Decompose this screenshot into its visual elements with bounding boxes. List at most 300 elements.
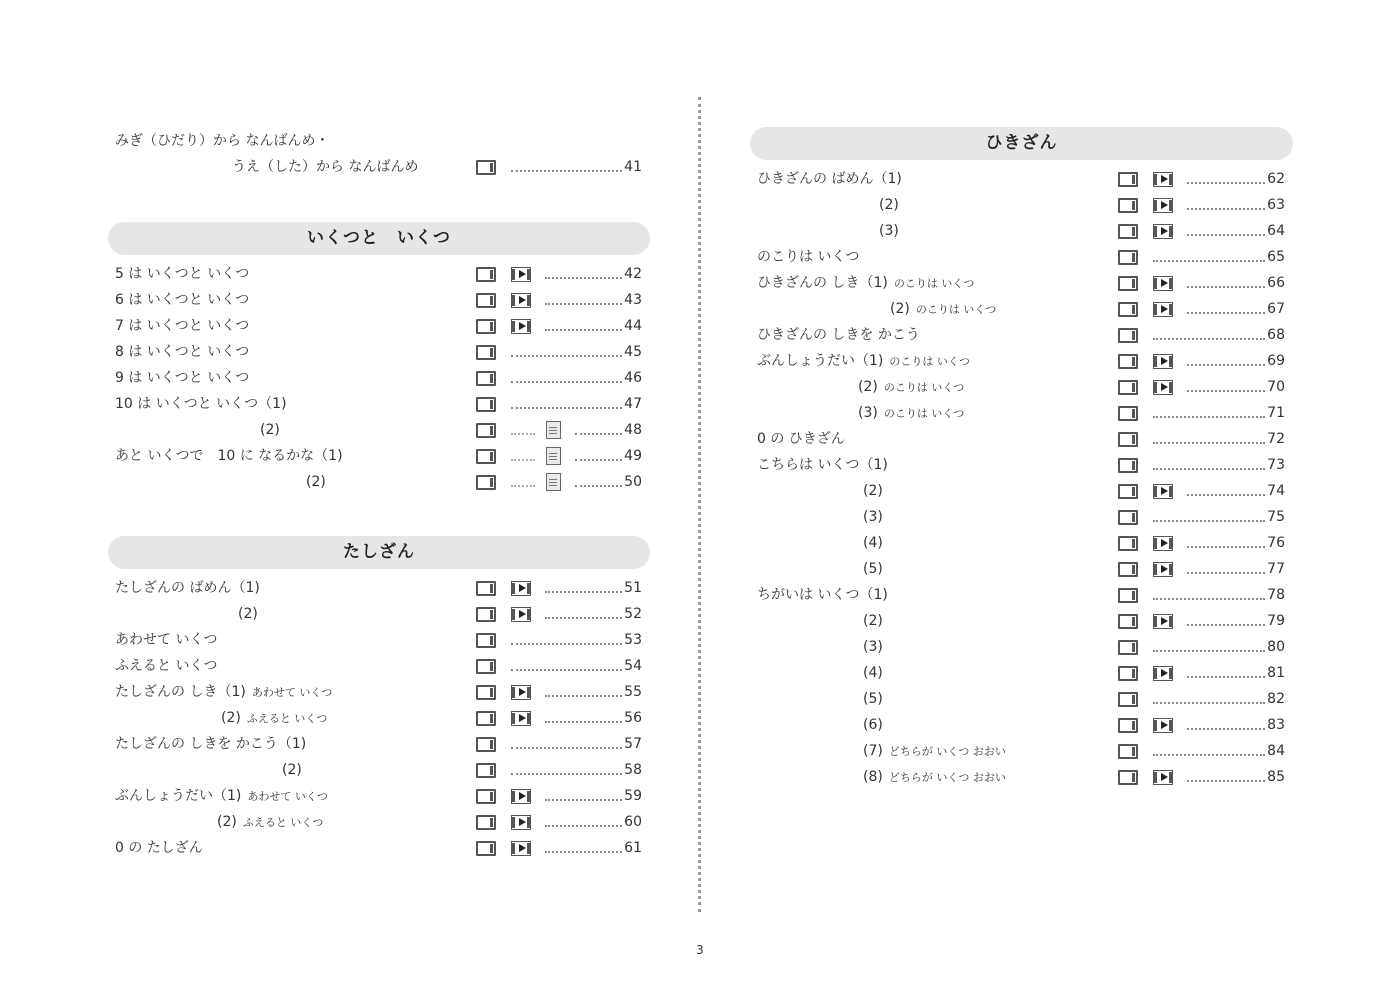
leader-dots	[1153, 754, 1265, 756]
screen-icon	[476, 659, 496, 674]
page-number: 45	[624, 344, 642, 360]
entry-label	[260, 417, 280, 443]
toc-entry[interactable]	[750, 504, 1293, 530]
worksheet-icon[interactable]	[546, 421, 561, 439]
video-icon[interactable]	[511, 815, 531, 830]
screen-icon	[1118, 770, 1138, 785]
video-icon[interactable]	[1153, 172, 1173, 187]
entry-label	[115, 339, 249, 365]
leader-dots	[1153, 468, 1265, 470]
toc-entry[interactable]	[750, 218, 1293, 244]
entry-title: (2)	[863, 613, 883, 629]
leader-dots	[1187, 624, 1265, 626]
toc-entry[interactable]	[108, 679, 650, 705]
entry-label	[115, 313, 249, 339]
page-number: 56	[624, 710, 642, 726]
screen-icon	[1118, 250, 1138, 265]
screen-icon	[476, 449, 496, 464]
entry-label	[115, 391, 287, 417]
entry-title: たしざんの しき（1)	[115, 684, 246, 700]
screen-icon	[1118, 510, 1138, 525]
toc-entry[interactable]	[108, 469, 650, 495]
page-number: 67	[1267, 301, 1285, 317]
video-icon[interactable]	[1153, 770, 1173, 785]
page-number: 43	[624, 292, 642, 308]
entry-label	[863, 504, 883, 530]
toc-list	[108, 261, 650, 495]
toc-entry[interactable]	[750, 478, 1293, 504]
page-number: 80	[1267, 639, 1285, 655]
intro-line1: みぎ（ひだり）から なんばんめ・	[115, 133, 330, 149]
entry-subtitle: あわせて いくつ	[251, 686, 333, 699]
toc-entry[interactable]	[750, 322, 1293, 348]
entry-title: (3)	[858, 405, 878, 421]
leader-dots	[511, 643, 622, 645]
entry-title: (2)	[238, 606, 258, 622]
entry-label	[221, 705, 327, 732]
section-hikizan	[750, 127, 1293, 790]
page-number: 62	[1267, 171, 1285, 187]
leader-dots	[511, 407, 622, 409]
toc-entry[interactable]	[750, 556, 1293, 582]
toc-entry[interactable]	[108, 627, 650, 653]
entry-subtitle: のこりは いくつ	[883, 407, 965, 420]
entry-title: 7 は いくつと いくつ	[115, 318, 250, 334]
entry-title: ひきざんの しき（1)	[757, 275, 888, 291]
leader-dots	[511, 170, 622, 172]
entry-title: (3)	[863, 509, 883, 525]
section-title: ひきざん	[750, 127, 1293, 160]
screen-icon	[1118, 614, 1138, 629]
entry-label	[115, 261, 249, 287]
entry-subtitle: のこりは いくつ	[889, 355, 970, 368]
screen-icon	[1118, 302, 1138, 317]
page-number: 46	[624, 370, 642, 386]
leader-dots	[511, 773, 622, 775]
screen-icon	[1118, 432, 1138, 447]
page-number: 58	[624, 762, 642, 778]
toc-entry[interactable]	[750, 192, 1293, 218]
right-column	[750, 127, 1293, 790]
toc-list	[750, 166, 1293, 790]
toc-entry[interactable]	[750, 608, 1293, 634]
screen-icon	[1118, 172, 1138, 187]
entry-subtitle: のこりは いくつ	[883, 381, 965, 394]
video-icon[interactable]	[1153, 380, 1173, 395]
entry-subtitle: どちらが いくつ おおい	[888, 745, 1006, 758]
toc-entry[interactable]	[750, 244, 1293, 270]
entry-title: (6)	[863, 717, 883, 733]
screen-icon	[1118, 458, 1138, 473]
screen-icon	[476, 581, 496, 596]
entry-title: ぶんしょうだい（1)	[757, 353, 884, 369]
entry-title: 10 は いくつと いくつ（1)	[115, 396, 287, 412]
leader-dots	[545, 617, 622, 619]
leader-dots	[1153, 702, 1265, 704]
intro-line2: うえ（した）から なんばんめ	[232, 159, 419, 175]
screen-icon	[476, 423, 496, 438]
leader-dots	[545, 799, 622, 801]
toc-entry[interactable]	[108, 653, 650, 679]
toc-entry[interactable]	[108, 313, 650, 339]
entry-title: ぶんしょうだい（1)	[115, 788, 242, 804]
leader-dots	[1187, 208, 1265, 210]
page-number: 76	[1267, 535, 1285, 551]
screen-icon	[1118, 536, 1138, 551]
entry-title: (2)	[306, 474, 326, 490]
entry-title: 5 は いくつと いくつ	[115, 266, 250, 282]
screen-icon	[476, 633, 496, 648]
screen-icon	[1118, 406, 1138, 421]
toc-entry[interactable]	[750, 166, 1293, 192]
entry-title: (2)	[879, 197, 899, 213]
screen-icon	[476, 607, 496, 622]
section-title: いくつと いくつ	[108, 222, 650, 255]
video-icon[interactable]	[1153, 276, 1173, 291]
page-number: 85	[1267, 769, 1285, 785]
page-number: 63	[1267, 197, 1285, 213]
leader-dots	[1187, 286, 1265, 288]
entry-subtitle: どちらが いくつ おおい	[888, 771, 1006, 784]
toc-entry[interactable]	[750, 452, 1293, 478]
leader-dots	[545, 277, 622, 279]
entry-title: たしざんの ばめん（1)	[115, 580, 260, 596]
screen-icon	[1118, 198, 1138, 213]
screen-icon	[1118, 354, 1138, 369]
intro-entry[interactable]	[108, 128, 650, 180]
toc-entry[interactable]	[108, 705, 650, 731]
toc-entry[interactable]	[108, 417, 650, 443]
entry-title: ひきざんの ばめん（1)	[757, 171, 902, 187]
page-number: 53	[624, 632, 642, 648]
entry-title: (2)	[890, 301, 910, 317]
toc-entry[interactable]	[108, 809, 650, 835]
screen-icon	[1118, 744, 1138, 759]
entry-label	[115, 627, 217, 653]
screen-icon	[1118, 328, 1138, 343]
leader-dots	[575, 433, 622, 435]
entry-title: (5)	[863, 561, 883, 577]
entry-title: (4)	[863, 535, 883, 551]
page-number: 71	[1267, 405, 1285, 421]
screen-icon	[1118, 692, 1138, 707]
toc-entry[interactable]	[108, 783, 650, 809]
entry-title: ひきざんの しきを かこう	[757, 327, 920, 343]
screen-icon	[1118, 666, 1138, 681]
page-number: 77	[1267, 561, 1285, 577]
leader-dots	[545, 825, 622, 827]
screen-icon	[476, 319, 496, 334]
leader-dots	[1153, 598, 1265, 600]
toc-entry[interactable]	[108, 443, 650, 469]
entry-title: のこりは いくつ	[757, 249, 860, 265]
page-number: 60	[624, 814, 642, 830]
screen-icon	[476, 267, 496, 282]
screen-icon	[1118, 562, 1138, 577]
video-icon[interactable]	[1153, 562, 1173, 577]
entry-title: ちがいは いくつ（1)	[757, 587, 888, 603]
entry-label	[890, 296, 996, 323]
screen-icon	[1118, 380, 1138, 395]
toc-entry[interactable]	[108, 391, 650, 417]
entry-title: 9 は いくつと いくつ	[115, 370, 250, 386]
leader-dots	[545, 591, 622, 593]
entry-label	[863, 608, 883, 634]
leader-dots	[575, 485, 622, 487]
entry-label	[858, 400, 964, 427]
screen-icon	[476, 841, 496, 856]
leader-dots	[1187, 312, 1265, 314]
entry-label	[757, 452, 888, 478]
toc-entry[interactable]	[108, 339, 650, 365]
leader-dots	[545, 695, 622, 697]
video-icon[interactable]	[1153, 614, 1173, 629]
screen-icon	[476, 789, 496, 804]
entry-title: (7)	[863, 743, 883, 759]
toc-entry[interactable]	[750, 400, 1293, 426]
entry-label	[863, 530, 883, 556]
page-number: 48	[624, 422, 642, 438]
toc-entry[interactable]	[750, 296, 1293, 322]
leader-dots	[511, 381, 622, 383]
leader-dots	[1187, 676, 1265, 678]
page-number: 59	[624, 788, 642, 804]
leader-dots	[1187, 780, 1265, 782]
toc-entry[interactable]	[108, 757, 650, 783]
entry-label	[115, 443, 343, 469]
toc-entry[interactable]	[108, 731, 650, 757]
screen-icon	[1118, 718, 1138, 733]
toc-entry[interactable]	[750, 712, 1293, 738]
entry-title: (5)	[863, 691, 883, 707]
entry-title: 0 の ひきざん	[757, 431, 845, 447]
entry-label	[282, 757, 302, 783]
leader-dots	[1187, 572, 1265, 574]
page-number: 73	[1267, 457, 1285, 473]
leader-dots	[1153, 650, 1265, 652]
section-title: たしざん	[108, 536, 650, 569]
video-icon[interactable]	[511, 293, 531, 308]
entry-label	[757, 582, 888, 608]
page-number: 49	[624, 448, 642, 464]
entry-label	[863, 634, 883, 660]
screen-icon	[1118, 588, 1138, 603]
page-number: 84	[1267, 743, 1285, 759]
screen-icon	[1118, 640, 1138, 655]
screen-icon	[476, 737, 496, 752]
entry-title: たしざんの しきを かこう（1)	[115, 736, 307, 752]
entry-title: (8)	[863, 769, 883, 785]
entry-label	[863, 478, 883, 504]
entry-label	[863, 556, 883, 582]
video-icon[interactable]	[1153, 198, 1173, 213]
entry-label	[757, 166, 902, 192]
page-number: 61	[624, 840, 642, 856]
page-number: 52	[624, 606, 642, 622]
leader-dots	[575, 459, 622, 461]
screen-icon	[1118, 484, 1138, 499]
entry-title: 0 の たしざん	[115, 840, 203, 856]
entry-label	[757, 426, 845, 452]
page-number: 78	[1267, 587, 1285, 603]
entry-title: あわせて いくつ	[115, 632, 218, 648]
screen-icon	[476, 371, 496, 386]
page-divider	[698, 97, 701, 912]
entry-label	[115, 731, 306, 757]
short-leader-dots	[511, 485, 535, 487]
toc-entry[interactable]	[108, 575, 650, 601]
page-number: 42	[624, 266, 642, 282]
page-footer-number: 3	[696, 943, 704, 957]
screen-icon	[476, 685, 496, 700]
page-number: 69	[1267, 353, 1285, 369]
toc-list	[108, 575, 650, 861]
page-number: 74	[1267, 483, 1285, 499]
video-icon[interactable]	[1153, 302, 1173, 317]
page-number: 57	[624, 736, 642, 752]
page-number: 82	[1267, 691, 1285, 707]
entry-label	[115, 575, 260, 601]
leader-dots	[1187, 364, 1265, 366]
page-number: 64	[1267, 223, 1285, 239]
video-icon[interactable]	[511, 841, 531, 856]
entry-label	[757, 322, 920, 348]
toc-entry[interactable]	[750, 738, 1293, 764]
entry-title: こちらは いくつ（1)	[757, 457, 888, 473]
page-number: 83	[1267, 717, 1285, 733]
entry-subtitle: あわせて いくつ	[247, 790, 328, 803]
toc-entry[interactable]	[750, 426, 1293, 452]
toc-entry[interactable]	[108, 287, 650, 313]
entry-subtitle: のこりは いくつ	[893, 277, 975, 290]
video-icon[interactable]	[1153, 224, 1173, 239]
entry-title: (2)	[217, 814, 237, 830]
leader-dots	[1187, 234, 1265, 236]
left-column	[108, 128, 650, 861]
entry-label	[863, 738, 1006, 765]
leader-dots	[1153, 260, 1265, 262]
entry-label	[238, 601, 258, 627]
entry-label	[217, 809, 323, 836]
leader-dots	[545, 851, 622, 853]
video-icon[interactable]	[1153, 718, 1173, 733]
leader-dots	[1187, 546, 1265, 548]
entry-title: (2)	[221, 710, 241, 726]
entry-title: (3)	[879, 223, 899, 239]
video-icon[interactable]	[511, 711, 531, 726]
page-number: 66	[1267, 275, 1285, 291]
page-number: 55	[624, 684, 642, 700]
toc-entry[interactable]	[750, 374, 1293, 400]
screen-icon	[476, 293, 496, 308]
video-icon[interactable]	[511, 685, 531, 700]
toc-entry[interactable]	[750, 634, 1293, 660]
screen-icon	[476, 160, 496, 175]
toc-entry[interactable]	[108, 261, 650, 287]
video-icon[interactable]	[1153, 666, 1173, 681]
toc-entry[interactable]	[750, 348, 1293, 374]
entry-title: (2)	[858, 379, 878, 395]
worksheet-icon[interactable]	[546, 447, 561, 465]
leader-dots	[1187, 182, 1265, 184]
entry-label	[115, 835, 203, 861]
short-leader-dots	[511, 433, 535, 435]
leader-dots	[1153, 416, 1265, 418]
video-icon[interactable]	[1153, 484, 1173, 499]
page-number: 41	[624, 159, 642, 175]
entry-label	[115, 287, 249, 313]
leader-dots	[511, 747, 622, 749]
entry-title: ふえると いくつ	[115, 658, 218, 674]
page-number: 44	[624, 318, 642, 334]
page-number: 75	[1267, 509, 1285, 525]
video-icon[interactable]	[511, 581, 531, 596]
screen-icon	[1118, 224, 1138, 239]
screen-icon	[476, 815, 496, 830]
worksheet-icon[interactable]	[546, 473, 561, 491]
entry-label	[863, 686, 883, 712]
toc-entry[interactable]	[750, 270, 1293, 296]
toc-entry[interactable]	[108, 835, 650, 861]
leader-dots	[545, 303, 622, 305]
video-icon[interactable]	[511, 267, 531, 282]
toc-entry[interactable]	[750, 686, 1293, 712]
page-number: 68	[1267, 327, 1285, 343]
video-icon[interactable]	[1153, 536, 1173, 551]
toc-entry[interactable]	[750, 582, 1293, 608]
page-number: 47	[624, 396, 642, 412]
toc-entry[interactable]	[750, 764, 1293, 790]
entry-label	[757, 244, 859, 270]
video-icon[interactable]	[511, 319, 531, 334]
leader-dots	[545, 721, 622, 723]
short-leader-dots	[511, 459, 535, 461]
section-ikutsu	[108, 222, 650, 495]
screen-icon	[476, 345, 496, 360]
page-number: 50	[624, 474, 642, 490]
video-icon[interactable]	[511, 789, 531, 804]
entry-label	[115, 365, 249, 391]
entry-label	[863, 712, 883, 738]
page-number: 81	[1267, 665, 1285, 681]
screen-icon	[1118, 276, 1138, 291]
entry-label	[863, 764, 1006, 791]
toc-entry[interactable]	[108, 365, 650, 391]
entry-title: (4)	[863, 665, 883, 681]
toc-entry[interactable]	[750, 660, 1293, 686]
entry-label	[757, 348, 970, 375]
entry-subtitle: ふえると いくつ	[246, 712, 328, 725]
entry-label	[879, 192, 899, 218]
entry-label	[879, 218, 899, 244]
leader-dots	[1187, 390, 1265, 392]
entry-label	[115, 653, 217, 679]
entry-title: (2)	[260, 422, 280, 438]
page-number: 70	[1267, 379, 1285, 395]
section-tashizan	[108, 536, 650, 861]
entry-subtitle: のこりは いくつ	[915, 303, 997, 316]
leader-dots	[1153, 520, 1265, 522]
toc-entry[interactable]	[750, 530, 1293, 556]
video-icon[interactable]	[1153, 354, 1173, 369]
video-icon[interactable]	[511, 607, 531, 622]
entry-label	[858, 374, 964, 401]
toc-entry[interactable]	[108, 601, 650, 627]
screen-icon	[476, 711, 496, 726]
entry-label	[115, 679, 332, 706]
leader-dots	[1187, 728, 1265, 730]
leader-dots	[1153, 338, 1265, 340]
